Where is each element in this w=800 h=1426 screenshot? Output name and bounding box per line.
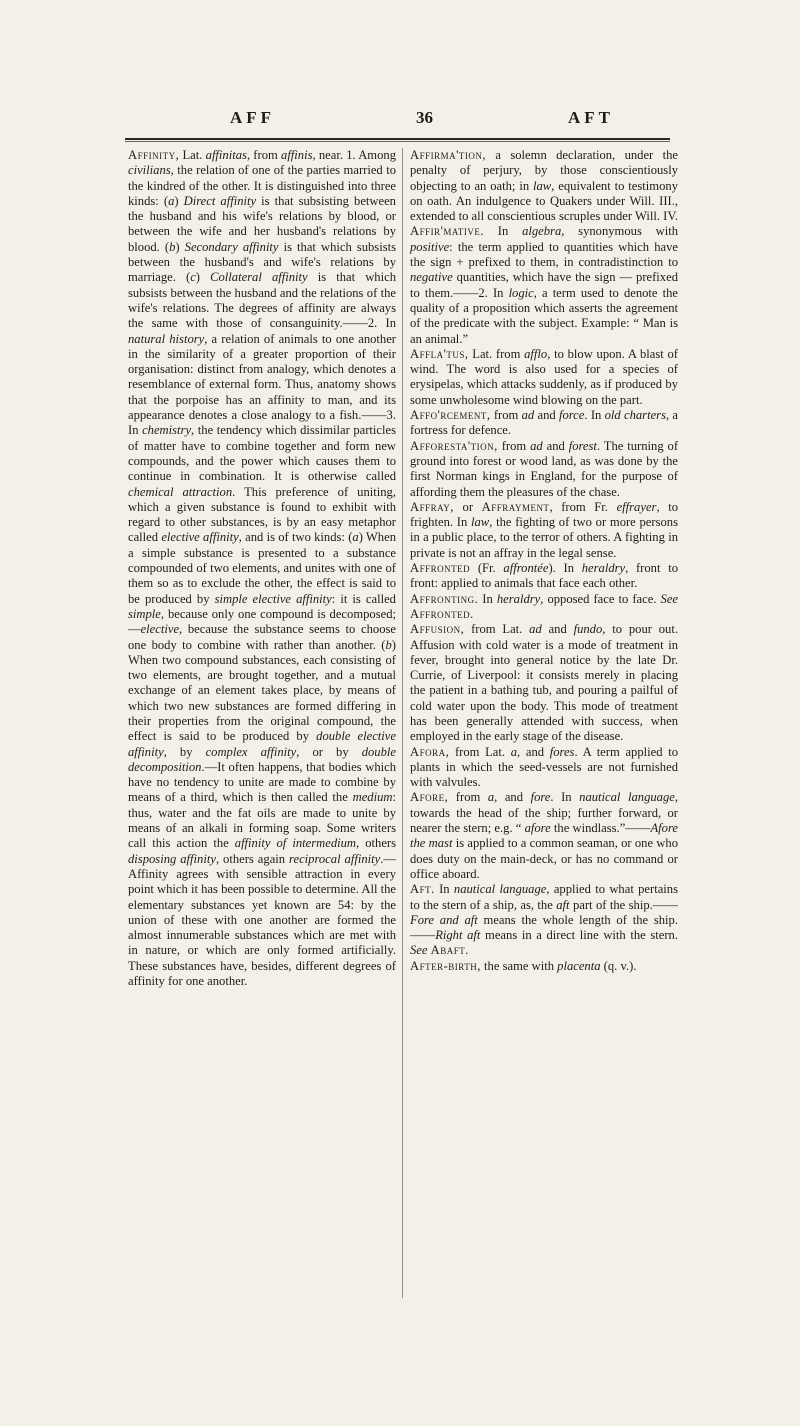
entry-definition: from ad and force. In old charters, a fortress for defence. [410, 408, 678, 438]
entry-headword: Affray, [410, 499, 454, 514]
dictionary-entry [410, 408, 678, 439]
column-divider [402, 148, 403, 1298]
entry-headword: Aft. [410, 882, 435, 897]
entry-definition: a solemn declaration, under the penalty of perjury, by those conscientiously objecting to an oath; in law, equivalent to testimony on oath. An indulgence to Quakers under Will. III., extended to all conscientious scruples under Will. IV. [410, 148, 678, 224]
header-rule [125, 138, 670, 140]
left-column [128, 148, 396, 989]
entry-definition: the same with placenta (q. v.). [480, 958, 637, 973]
entry-definition: from ad and forest. The turning of ground into forest or wood land, as was done by the first Norman kings in England, for the purpose of affording them the pleasures of the chase. [410, 438, 679, 499]
entry-definition: from a, and fore. In nautical language, towards the head of the ship; further forward, or nearer the stern; e.g. “ afore the windlass.”——Afore the mast is applied to a common seaman, or one who does duty on the main-deck, or has no command or office aboard. [410, 790, 679, 881]
header-rule-thin [125, 141, 670, 142]
dictionary-entry [410, 592, 678, 623]
entry-headword: Afforesta'tion, [410, 438, 498, 453]
entry-definition: from Lat. ad and fundo, to pour out. Affusion with cold water is a mode of treatment in fever, brought into general notice by the late Dr. Currie, of Liverpool: it consists merely in placing the patient in a bathing tub, and pouring a pailful of cold water upon the body. This mode of treatment has been generally attended with success, when employed in the early stage of the disease. [410, 622, 679, 744]
entry-headword: Affinity, [128, 148, 180, 162]
entry-headword: Afore, [410, 790, 449, 805]
page-number: 36 [416, 108, 433, 127]
entry-headword: Affronted [410, 561, 471, 576]
entry-headword: Affo'rcement, [410, 408, 491, 423]
entry-definition: from Lat. a, and fores. A term applied to plants in which the seed-vessels are not furnished with valvules. [410, 744, 678, 790]
dictionary-entry [410, 622, 678, 744]
dictionary-entry [410, 790, 678, 882]
dictionary-entry [410, 959, 678, 974]
right-column [410, 148, 678, 974]
entry-definition: Lat. from afflo, to blow upon. A blast of wind. The word is also used for a species of erysipelas, which attacks suddenly, as if produced by some unwholesome wind blowing on the part. [410, 346, 679, 407]
entry-headword: Affronting. [410, 591, 479, 606]
header-guide-word-left: AFF [230, 108, 276, 127]
entry-definition: In algebra, synonymous with positive: the term applied to quantities which have the sign + prefixed to them, in contradistinction to negative quantities, which have the sign — prefixed to them.——2. In logic, a term used to denote the quality of a proposition which asserts the agreement of the predicate with the subject. Example: “ Man is an animal.” [410, 224, 679, 346]
dictionary-entry [410, 439, 678, 500]
entry-headword: After-birth, [410, 958, 481, 973]
entry-headword: Afora, [410, 744, 450, 759]
entry-definition: In heraldry, opposed face to face. See Affronted. [410, 591, 678, 621]
dictionary-entry [410, 882, 678, 958]
entry-definition: Lat. affinitas, from affinis, near. 1. Among civilians, the relation of one of the parties married to the kindred of the other. It is distinguished into three kinds: (a) Direct affinity is that subsisting between the husband and his wife's relations by blood, or between the wife and her husband's relations by blood. (b) Secondary affinity is that which subsists between the husband's and wife's relations by marriage. (c) Collateral affinity is that which subsists between the husband and the relations of the wife's relations. The degrees of affinity are always the same with those of consanguinity.——2. In natural history, a relation of animals to one another in the similarity of a greater proportion of their organisation: distinct from analogy, which denotes a resemblance of external form. Thus, anatomy shows that the porpoise has an affinity to man, and its appearance denotes a close analogy to a fish.——3. In chemistry, the tendency which dissimilar particles of matter have to combine together and form new compounds, and the power which causes them to continue in combination. It is otherwise called chemical attraction. This preference of uniting, which a given substance is found to exhibit with regard to other substances, is by an easy metaphor called elective affinity, and is of two kinds: (a) When a simple substance is presented to a substance compounded of two elements, and unites with one of them so as to exclude the other, the effect is said to be produced by simple elective affinity: it is called simple, because only one compound is decomposed;—elective, because the substance seems to choose one body to combine with rather than another. (b) When two compound substances, each consisting of two elements, are brought together, and a mutual exchange of an element takes place, by means of which two new substances are formed differing in their properties from the original compound, the effect is said to be produced by double elective affinity, by complex affinity, or by double decomposition.—It often happens, that bodies which have no tendency to unite are made to combine by means of a third, which is then called the medium: thus, water and the fat oils are made to unite by means of an alkali in forming soap. Some writers call this action the affinity of intermedium, others disposing affinity, others again reciprocal affinity.—Affinity agrees with sensible attraction in every point which it has been possible to determine. All the elementary substances yet known are 54: by the union of these with one another are formed the almost innumerable substances which are met with in nature, or which are only formed artificially. These substances have, besides, different degrees of affinity for one another. [128, 148, 397, 989]
entry-headword: Affir'mative. [410, 224, 485, 239]
entry-headword: Affirma'tion, [410, 148, 487, 162]
dictionary-entry [128, 148, 396, 989]
dictionary-entry [410, 347, 678, 408]
entry-headword: Affla'tus, [410, 346, 469, 361]
entry-definition: In nautical language, applied to what pertains to the stern of a ship, as, the aft part of the ship.——Fore and aft means the whole length of the ship.——Right aft means in a direct line with the stern. See Abaft. [410, 882, 678, 958]
entry-definition: or Affrayment, from Fr. effrayer, to frighten. In law, the fighting of two or more persons in a public place, to the terror of others. A fighting in private is not an affray in the legal sense. [410, 499, 678, 560]
dictionary-entry [410, 745, 678, 791]
entry-definition: (Fr. affrontée). In heraldry, front to front: applied to animals that face each other. [410, 561, 678, 591]
dictionary-entry [410, 561, 678, 592]
running-header [120, 108, 720, 138]
entry-headword: Affusion, [410, 622, 465, 637]
dictionary-entry [410, 500, 678, 561]
header-guide-word-right: AFT [568, 108, 614, 127]
dictionary-entry [410, 224, 678, 346]
dictionary-entry [410, 148, 678, 224]
